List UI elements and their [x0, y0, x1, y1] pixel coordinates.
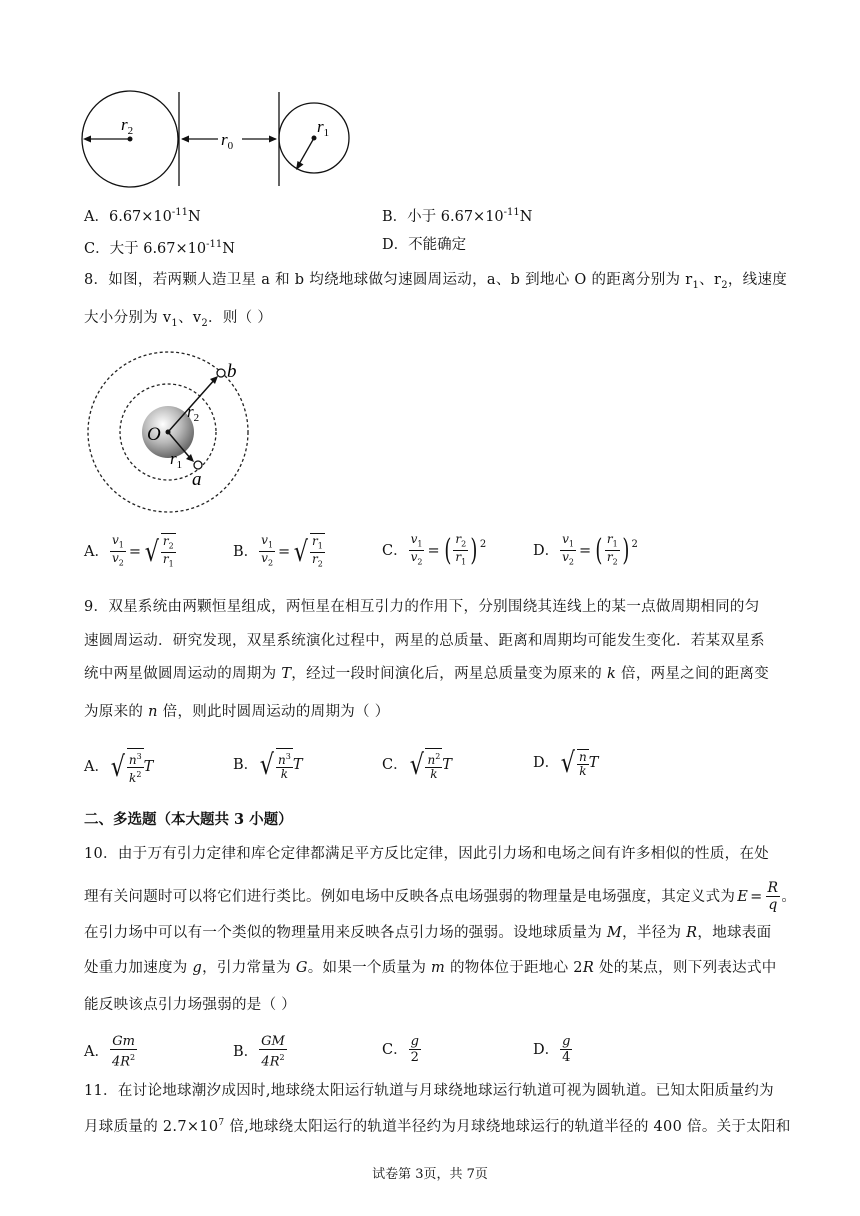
- two-spheres-diagram: [78, 90, 378, 190]
- svg-text:b: b: [227, 361, 237, 382]
- q10-option-b[interactable]: B． $\frac{GM}{4R^2}$: [233, 1034, 285, 1070]
- svg-text:r1: $r_1$: [170, 449, 183, 471]
- q7-option-c[interactable]: C．大于 $6.67\times 10^{-11}N$: [84, 239, 235, 257]
- satellite-orbits-diagram: [84, 348, 259, 523]
- q8-stem-line1: 8．如图，若两颗人造卫星 a 和 b 均绕地球做匀速圆周运动，a、b 到地心 O 的距离分别为 $r_1$、$r_2$，线速度: [84, 272, 788, 291]
- q10-option-d[interactable]: D． $\frac{g}{4}$: [533, 1034, 571, 1065]
- q9-option-a[interactable]: A． √ $\frac{n^3}{k^2}$ T: [84, 749, 154, 785]
- q9-stem-line2: 速圆周运动．研究发现，双星系统演化过程中，两星的总质量、距离和周期均可能发生变化．若某双星系: [84, 633, 765, 649]
- q11-stem-line2: 月球质量的 $2.7\times 10^7$ 倍,地球绕太阳运行的轨道半径约为月球绕地球运行的轨道半径的 400 倍。关于太阳和: [84, 1118, 791, 1135]
- q8-option-a[interactable]: A． $\frac{v_1}{v_2}$ = √ $\frac{r_2}{r_1}$: [84, 533, 174, 569]
- q10-stem-line1: 10．由于万有引力定律和库仑定律都满足平方反比定律，因此引力场和电场之间有许多相似的性质，在处: [84, 846, 770, 862]
- q9-stem-line4: 为原来的 n 倍，则此时圆周运动的周期为（ ）: [84, 704, 390, 720]
- q8-option-d[interactable]: D． $\frac{v_1}{v_2}$ = ( $\frac{r_1}{r_2}$ ) $^2$: [533, 532, 638, 568]
- q7-option-a[interactable]: A．$6.67\times 10^{-11}N$: [84, 207, 201, 225]
- q9-option-b[interactable]: B． √ $\frac{n^3}{k}$ T: [233, 747, 303, 781]
- q9-stem-line3: 统中两星做圆周运动的周期为 T，经过一段时间演化后，两星总质量变为原来的 k 倍，两星之间的距离变: [84, 666, 770, 682]
- q8-stem-line2: 大小分别为 $v_1$、$v_2$．则（ ）: [84, 310, 273, 329]
- q7-option-b[interactable]: B．小于 $6.67\times 10^{-11}N$: [382, 207, 533, 225]
- q10-stem-line2: 理有关问题时可以将它们进行类比。例如电场中反映各点电场强弱的物理量是电场强度，其定义式为 E = $\frac{R}{q}$ 。: [84, 880, 797, 913]
- svg-text:a: a: [192, 469, 202, 490]
- q10-stem-line5: 能反映该点引力场强弱的是（ ）: [84, 997, 297, 1013]
- satellite-b: [217, 369, 225, 377]
- label-r1: $r_1$: [317, 117, 330, 139]
- q9-stem-line1: 9．双星系统由两颗恒星组成，两恒星在相互引力的作用下，分别围绕其连线上的某一点做周期相同的匀: [84, 599, 760, 615]
- q11-stem-line1: 11．在讨论地球潮汐成因时,地球绕太阳运行轨道与月球绕地球运行轨道可视为圆轨道。已知太阳质量约为: [84, 1083, 774, 1099]
- q9-option-c[interactable]: C． √ $\frac{n^2}{k}$ T: [382, 747, 452, 781]
- q9-option-d[interactable]: D． √ $\frac{n}{k}$ T: [533, 746, 599, 779]
- q8-option-c[interactable]: C． $\frac{v_1}{v_2}$ = ( $\frac{r_2}{r_1}$ ) $^2$: [382, 532, 487, 568]
- page-footer: 试卷第 3页，共 7页: [372, 1167, 488, 1182]
- satellite-a: [194, 461, 202, 469]
- section-heading-multiple-choice: 二、多选题（本大题共 3 小题）: [84, 811, 293, 828]
- q8-option-b[interactable]: B． $\frac{v_1}{v_2}$ = √ $\frac{r_1}{r_2}$: [233, 533, 323, 569]
- label-r0: $r_0$: [221, 130, 234, 152]
- q10-stem-line3: 在引力场中可以有一个类似的物理量用来反映各点引力场的强弱。设地球质量为 M，半径为 R，地球表面: [84, 925, 772, 941]
- q10-option-a[interactable]: A． $\frac{Gm}{4R^2}$: [84, 1034, 136, 1070]
- q7-option-d[interactable]: D．不能确定: [382, 237, 467, 253]
- q10-option-c[interactable]: C． $\frac{g}{2}$: [382, 1034, 419, 1065]
- q10-stem-line4: 处重力加速度为 g，引力常量为 G。如果一个质量为 m 的物体位于距地心 2R 处的某点，则下列表达式中: [84, 960, 777, 976]
- label-r2: $r_2$: [121, 115, 134, 137]
- svg-text:O: O: [147, 424, 161, 445]
- svg-text:r2: $r_2$: [187, 402, 200, 424]
